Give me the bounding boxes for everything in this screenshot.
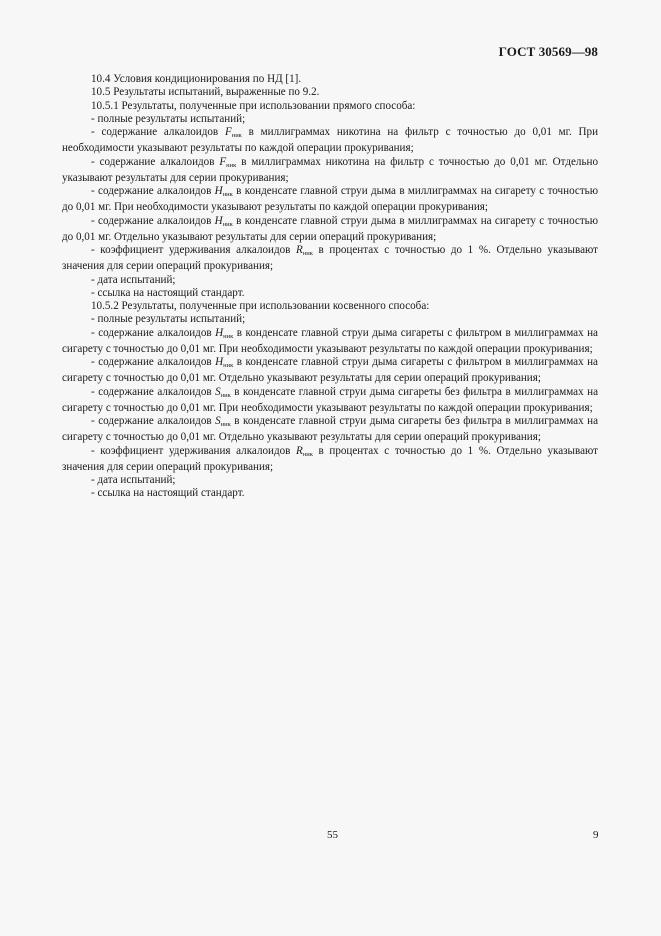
list-item: - дата испытаний; <box>91 273 176 286</box>
symbol: $S_{ник}$ <box>215 415 231 428</box>
symbol: $F_{ник}$ <box>219 155 237 169</box>
document-body <box>62 73 598 501</box>
list-item: - коэффициент удерживания алкалоидов $R_{ник}$ в процентах с точностью до 1 %. Отдельно указывают значения для серии операций прокуривания; <box>62 444 598 473</box>
paragraph: 10.4 Условия кондиционирования по НД [1]. <box>91 73 302 85</box>
list-item: - полные результаты испытаний; <box>91 313 246 326</box>
sheet-number: 55 <box>327 829 338 841</box>
list-item: - содержание алкалоидов $S_{ник}$ в конденсате главной струи дыма сигареты без фильтра в миллиграммах на сигарету с точностью до 0,01 мг. При необходимости указывают результаты по каждой операции прокуривания; <box>62 385 598 414</box>
symbol: $H_{ник}$ <box>214 214 233 228</box>
page-number: 9 <box>593 829 599 841</box>
symbol: $F_{ник}$ <box>224 126 242 139</box>
list-item: - ссылка на настоящий стандарт. <box>91 286 245 299</box>
paragraph: 10.5 Результаты испытаний, выраженные по 9.2. <box>91 86 320 99</box>
list-item: - содержание алкалоидов $H_{ник}$ в конденсате главной струи дыма в миллиграммах на сигарету с точностью до 0,01 мг. Отдельно указывают результаты для серии операций прокуривания; <box>62 214 599 243</box>
symbol: $H_{ник}$ <box>215 326 234 340</box>
symbol: $R_{ник}$ <box>296 244 313 257</box>
symbol: $R_{ник}$ <box>296 444 313 458</box>
symbol: $H_{ник}$ <box>214 185 233 198</box>
paragraph: 10.5.2 Результаты, полученные при использовании косвенного способа: <box>91 300 430 312</box>
list-item: - содержание алкалоидов $H_{ник}$ в конденсате главной струи дыма в миллиграммах на сигарету с точностью до 0,01 мг. При необходимости указывают результаты по каждой операции прокуривания; <box>62 185 599 214</box>
list-item: - дата испытаний; <box>91 474 176 486</box>
document-header-standard: ГОСТ 30569—98 <box>498 44 598 59</box>
list-item: - содержание алкалоидов $H_{ник}$ в конденсате главной струи дыма сигареты с фильтром в миллиграммах на сигарету с точностью до 0,01 мг. При необходимости указывают результаты по каждой операции прокуривания; <box>62 326 598 355</box>
list-item: - содержание алкалоидов $F_{ник}$ в миллиграммах никотина на фильтр с точностью до 0,01 мг. Отдельно указывают результаты для серии прокуривания; <box>62 155 598 184</box>
symbol: $S_{ник}$ <box>215 385 231 399</box>
paragraph: 10.5.1 Результаты, полученные при использовании прямого способа: <box>91 99 416 112</box>
list-item: - содержание алкалоидов $S_{ник}$ в конденсате главной струи дыма сигареты без фильтра в миллиграммах на сигарету с точностью до 0,01 мг. Отдельно указывают результаты для серии операций прокуривания; <box>62 415 598 444</box>
list-item: - содержание алкалоидов $F_{ник}$ в миллиграммах никотина на фильтр с точностью до 0,01 мг. При необходимости указывают результаты по каждой операции прокуривания; <box>62 126 599 155</box>
list-item: - полные результаты испытаний; <box>91 112 246 125</box>
list-item: - ссылка на настоящий стандарт. <box>91 487 245 500</box>
list-item: - содержание алкалоидов $H_{ник}$ в конденсате главной струи дыма сигареты с фильтром в миллиграммах на сигарету с точностью до 0,01 мг. Отдельно указывают результаты для серии операций прокуривания; <box>62 356 598 385</box>
list-item: - коэффициент удерживания алкалоидов $R_{ник}$ в процентах с точностью до 1 %. Отдельно указывают значения для серии операций прокуривания; <box>62 244 598 273</box>
symbol: $H_{ник}$ <box>215 356 234 369</box>
